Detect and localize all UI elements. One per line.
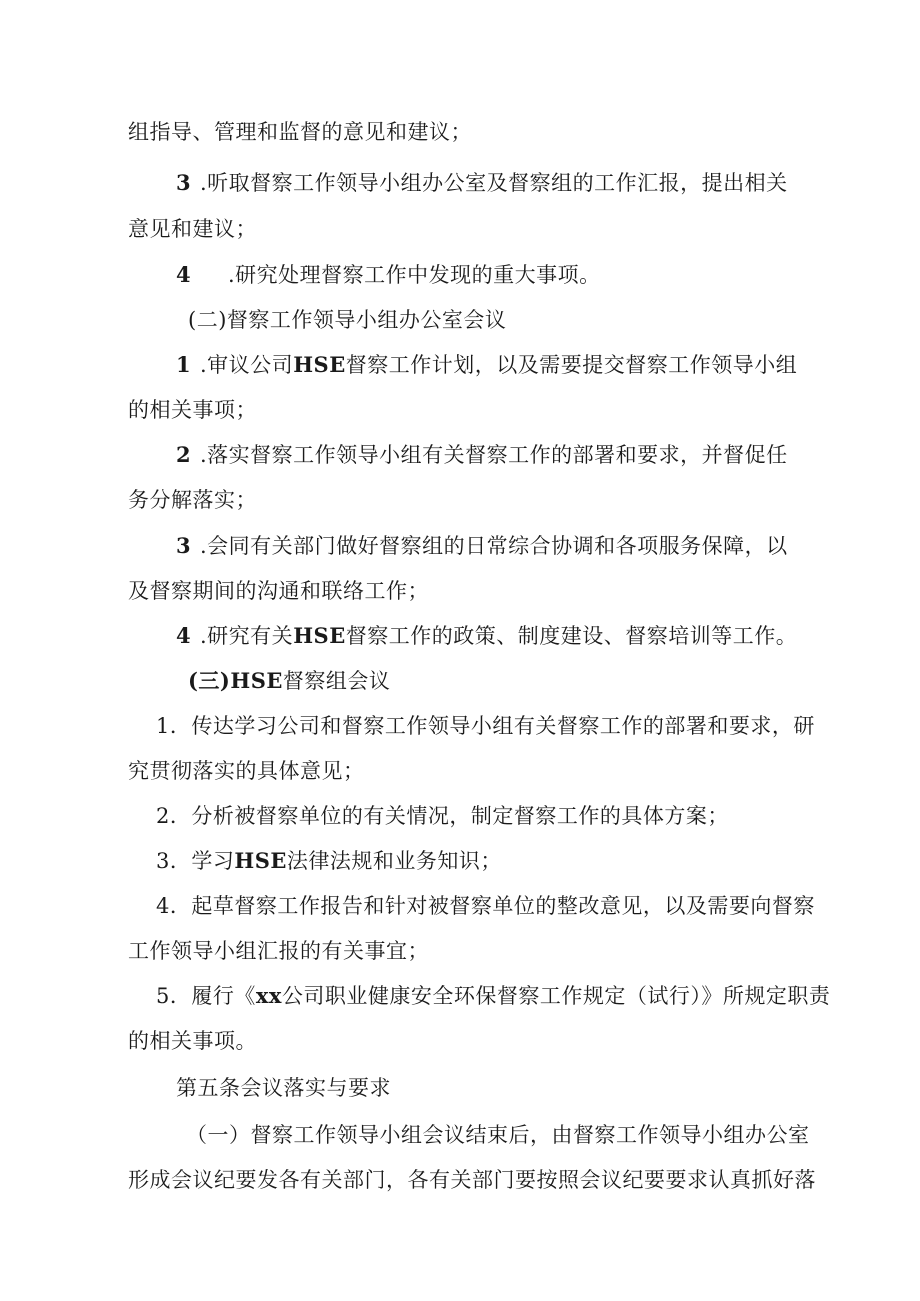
paragraph-line — [128, 214, 920, 244]
line-text: 形成会议纪要发各有关部门，各有关部门要按照会议纪要要求认真抓好落 — [128, 1168, 816, 1192]
item-number: 1 — [176, 352, 192, 377]
line-text: 意见和建议； — [128, 217, 257, 241]
hse-term: HSE — [293, 352, 346, 377]
line-text: 2．分析被督察单位的有关情况，制定督察工作的具体方案； — [156, 804, 729, 828]
list-item-4b — [176, 621, 920, 651]
paragraph-line — [128, 117, 920, 147]
list-item-4 — [176, 260, 920, 290]
line-text: 的相关事项。 — [128, 1029, 257, 1053]
list-item-3 — [176, 168, 920, 198]
list-item-1 — [176, 350, 920, 380]
paragraph-line — [128, 395, 920, 425]
line-text: .审议公司 — [200, 353, 294, 377]
xx-term: xx — [255, 983, 282, 1008]
paragraph-line — [128, 756, 920, 786]
line-text: 4．起草督察工作报告和针对被督察单位的整改意见，以及需要向督察 — [156, 894, 815, 918]
line-text: 究贯彻落实的具体意见； — [128, 759, 365, 783]
paragraph-line — [186, 1120, 920, 1150]
line-text: 法律法规和业务知识； — [286, 849, 502, 873]
article-heading — [176, 1073, 920, 1103]
section-heading-2 — [188, 305, 920, 335]
hse-term: HSE — [293, 623, 346, 648]
line-text: .研究处理督察工作中发现的重大事项。 — [228, 263, 601, 287]
heading-text: 第五条会议落实与要求 — [176, 1076, 391, 1100]
line-text: 组指导、管理和监督的意见和建议； — [128, 120, 472, 144]
line-text: .会同有关部门做好督察组的日常综合协调和各项服务保障，以 — [200, 534, 788, 558]
heading-text-bold: (三)HSE — [188, 668, 283, 693]
heading-text: (二)督察工作领导小组办公室会议 — [188, 308, 507, 332]
paragraph-line — [128, 576, 920, 606]
heading-text: 督察组会议 — [282, 669, 391, 693]
item-number: 4 — [176, 262, 192, 287]
line-text: （一）督察工作领导小组会议结束后，由督察工作领导小组办公室 — [186, 1123, 810, 1147]
paragraph-line — [128, 1165, 920, 1195]
line-text: 公司职业健康安全环保督察工作规定（试行）》所规定职责 — [281, 984, 831, 1008]
item-number: 3 — [176, 533, 192, 558]
line-text: .落实督察工作领导小组有关督察工作的部署和要求，并督促任 — [200, 443, 788, 467]
section-heading-3 — [188, 666, 920, 696]
line-text: 督察工作计划，以及需要提交督察工作领导小组 — [345, 353, 798, 377]
list-item — [156, 711, 920, 741]
line-text: 务分解落实； — [128, 488, 257, 512]
list-item-2 — [176, 440, 920, 470]
line-text: 5．履行《 — [156, 984, 256, 1008]
line-text: 及督察期间的沟通和联络工作； — [128, 579, 429, 603]
line-text: 1．传达学习公司和督察工作领导小组有关督察工作的部署和要求，研 — [156, 714, 815, 738]
hse-term: HSE — [234, 848, 287, 873]
list-item — [156, 801, 920, 831]
line-text: .研究有关 — [200, 624, 294, 648]
list-item — [156, 846, 920, 876]
line-text: 工作领导小组汇报的有关事宜； — [128, 939, 429, 963]
line-text: 3．学习 — [156, 849, 235, 873]
paragraph-line — [128, 1026, 920, 1056]
item-number: 2 — [176, 442, 192, 467]
item-number: 4 — [176, 623, 192, 648]
line-text: 督察工作的政策、制度建设、督察培训等工作。 — [345, 624, 798, 648]
line-text: 的相关事项； — [128, 398, 257, 422]
list-item — [156, 981, 920, 1011]
paragraph-line — [128, 936, 920, 966]
paragraph-line — [128, 485, 920, 515]
list-item-3b — [176, 531, 920, 561]
item-number: 3 — [176, 170, 192, 195]
list-item — [156, 891, 920, 921]
line-text: .听取督察工作领导小组办公室及督察组的工作汇报，提出相关 — [200, 171, 788, 195]
